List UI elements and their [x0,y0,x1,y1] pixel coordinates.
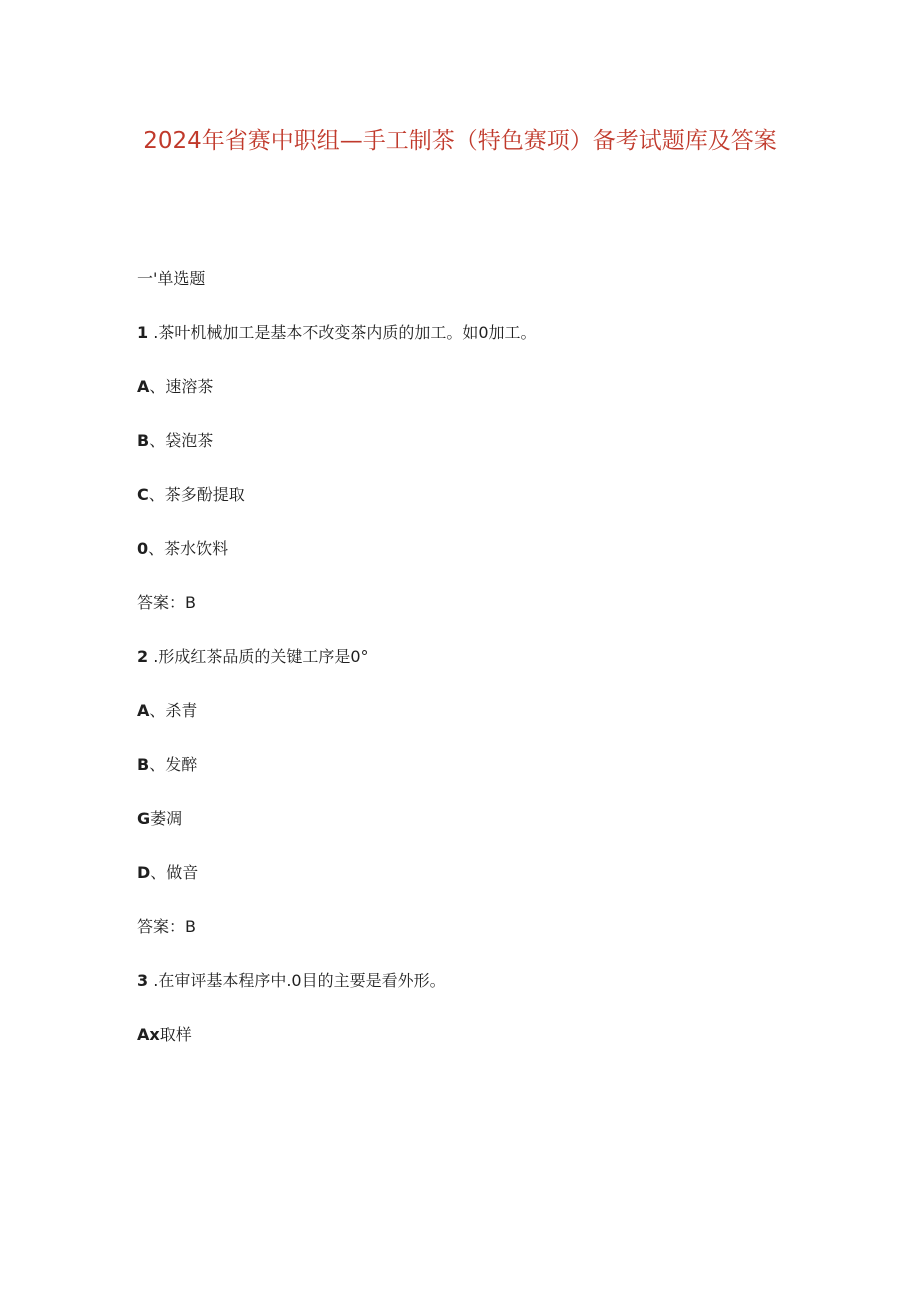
answer-1: 答案：B [137,593,196,612]
option-a [137,1024,192,1046]
option-letter: A [137,701,150,720]
option-letter: B [137,431,150,450]
question-3 [137,970,446,992]
option-c [137,484,245,506]
option-text: 萎凋 [150,809,183,828]
option-text: 、茶水饮料 [148,539,229,558]
option-text: 、袋泡茶 [149,431,214,450]
question-number: 2 [137,647,149,666]
option-a [137,700,197,722]
section-heading: 一'单选题 [137,269,206,288]
option-text: 、杀青 [149,701,198,720]
option-letter: 0 [137,539,149,558]
option-letter: C [137,485,149,504]
option-letter: B [137,755,150,774]
option-a [137,376,213,398]
question-number: 3 [137,971,149,990]
question-2 [137,646,369,668]
option-b [137,754,197,776]
question-text: .形成红茶品质的关键工序是0° [148,647,369,666]
option-c [137,808,182,830]
option-letter: G [137,809,151,828]
option-letter: Ax [137,1025,160,1044]
question-text: .在审评基本程序中.0目的主要是看外形。 [148,971,446,990]
option-letter: D [137,863,151,882]
option-letter: A [137,377,150,396]
option-b [137,430,213,452]
option-text: 、速溶茶 [149,377,214,396]
question-1 [137,322,537,344]
option-text: 、发醉 [149,755,198,774]
option-text: 、茶多酚提取 [148,485,245,504]
option-text: 、做音 [150,863,199,882]
option-d [137,538,228,560]
document-title: 2024年省赛中职组—手工制茶（特色赛项）备考试题库及答案 [143,128,777,154]
question-text: .茶叶机械加工是基本不改变茶内质的加工。如0加工。 [148,323,537,342]
option-d [137,862,198,884]
answer-2: 答案：B [137,917,196,936]
option-text: 取样 [159,1025,192,1044]
question-number: 1 [137,323,149,342]
